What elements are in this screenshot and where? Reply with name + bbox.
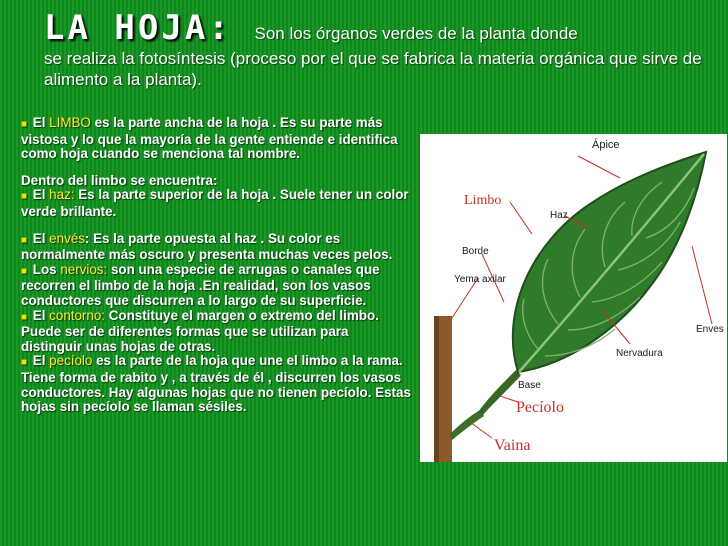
enves-prefix: El [32, 230, 46, 246]
page-title: LA HOJA: [44, 8, 232, 48]
bullet-icon: ■ [21, 357, 28, 369]
label-limbo: Limbo [464, 193, 502, 208]
paragraph-enves [21, 232, 413, 263]
paragraph-nervios [21, 263, 413, 309]
nervios-prefix: Los [32, 261, 57, 277]
label-enves: Enves [696, 324, 724, 335]
label-borde: Borde [462, 246, 489, 257]
sheath-shape [450, 410, 484, 440]
label-apice: Ápice [592, 139, 620, 151]
leader-apice [578, 156, 620, 178]
label-peciolo: Pecíolo [516, 399, 564, 416]
bullet-icon: ■ [21, 311, 28, 323]
term-peciolo: pecíolo [49, 353, 93, 369]
paragraph-intro: Dentro del limbo se encuentra: [21, 172, 218, 188]
label-nervadura: Nervadura [616, 348, 663, 359]
term-limbo: LIMBO [49, 115, 91, 130]
term-enves: envés [49, 230, 85, 246]
bullet-icon: ■ [21, 119, 28, 130]
term-nervios: nervios: [60, 261, 108, 277]
haz-text: Es la parte superior de la hoja . Suele tener un color verde brillante. [21, 187, 409, 219]
leader-limbo [510, 202, 532, 234]
term-contorno: contorno: [49, 307, 106, 323]
nervios-text: son una especie de arrugas o canales que recorren el limbo de la hoja .En realidad, son los vasos conductores que discurren a lo largo de su superficie. [21, 261, 380, 308]
label-base: Base [518, 380, 541, 391]
title-block [44, 8, 704, 90]
paragraph-contorno [21, 309, 413, 355]
leader-vaina [470, 422, 492, 438]
paragraph-limbo [21, 116, 413, 162]
branch-shadow [434, 316, 439, 462]
body-text [21, 116, 413, 415]
haz-prefix: El [32, 187, 46, 203]
bullet-icon: ■ [21, 234, 28, 246]
paragraph-peciolo [21, 354, 413, 414]
contorno-text: Constituye el margen o extremo del limbo. Puede ser de diferentes formas que se utilizan para distinguir unas hojas de otras. [21, 307, 379, 354]
bullet-icon: ■ [21, 265, 28, 277]
enves-text: : Es la parte opuesta al haz . Su color es normalmente más oscuro y presenta muchas veces pelos. [21, 230, 393, 263]
label-haz: Haz [550, 210, 568, 221]
contorno-prefix: El [32, 307, 46, 323]
title-subtitle-first: Son los órganos verdes de la planta donde [254, 24, 578, 43]
leader-enves [692, 246, 712, 324]
term-haz: haz: [49, 187, 75, 203]
title-subtitle-rest: se realiza la fotosíntesis (proceso por el que se fabrica la materia orgánica que sirve de alimento a la planta). [44, 49, 702, 89]
limbo-prefix: El [32, 115, 46, 130]
peciolo-text: es la parte de la hoja que une el limbo a la rama. Tiene forma de rabito y , a través de él , discurren los vasos conductores. Hay algunas hojas que no tienen pecíolo. Estas hojas sin pecíolo se llaman sésiles. [21, 353, 411, 415]
peciolo-prefix: El [32, 353, 46, 369]
label-yema-axilar: Yema axilar [454, 274, 506, 285]
bullet-icon: ■ [21, 191, 28, 203]
limbo-text: es la parte ancha de la hoja . Es su parte más vistosa y lo que la mayoría de la gente entiende e identifica como hoja cuando se menciona tal nombre. [21, 115, 398, 162]
paragraph-haz [21, 188, 413, 219]
leaf-diagram [420, 134, 727, 462]
leaf-diagram-svg [420, 134, 727, 462]
label-vaina: Vaina [494, 437, 531, 454]
petiole-shape [478, 370, 521, 416]
